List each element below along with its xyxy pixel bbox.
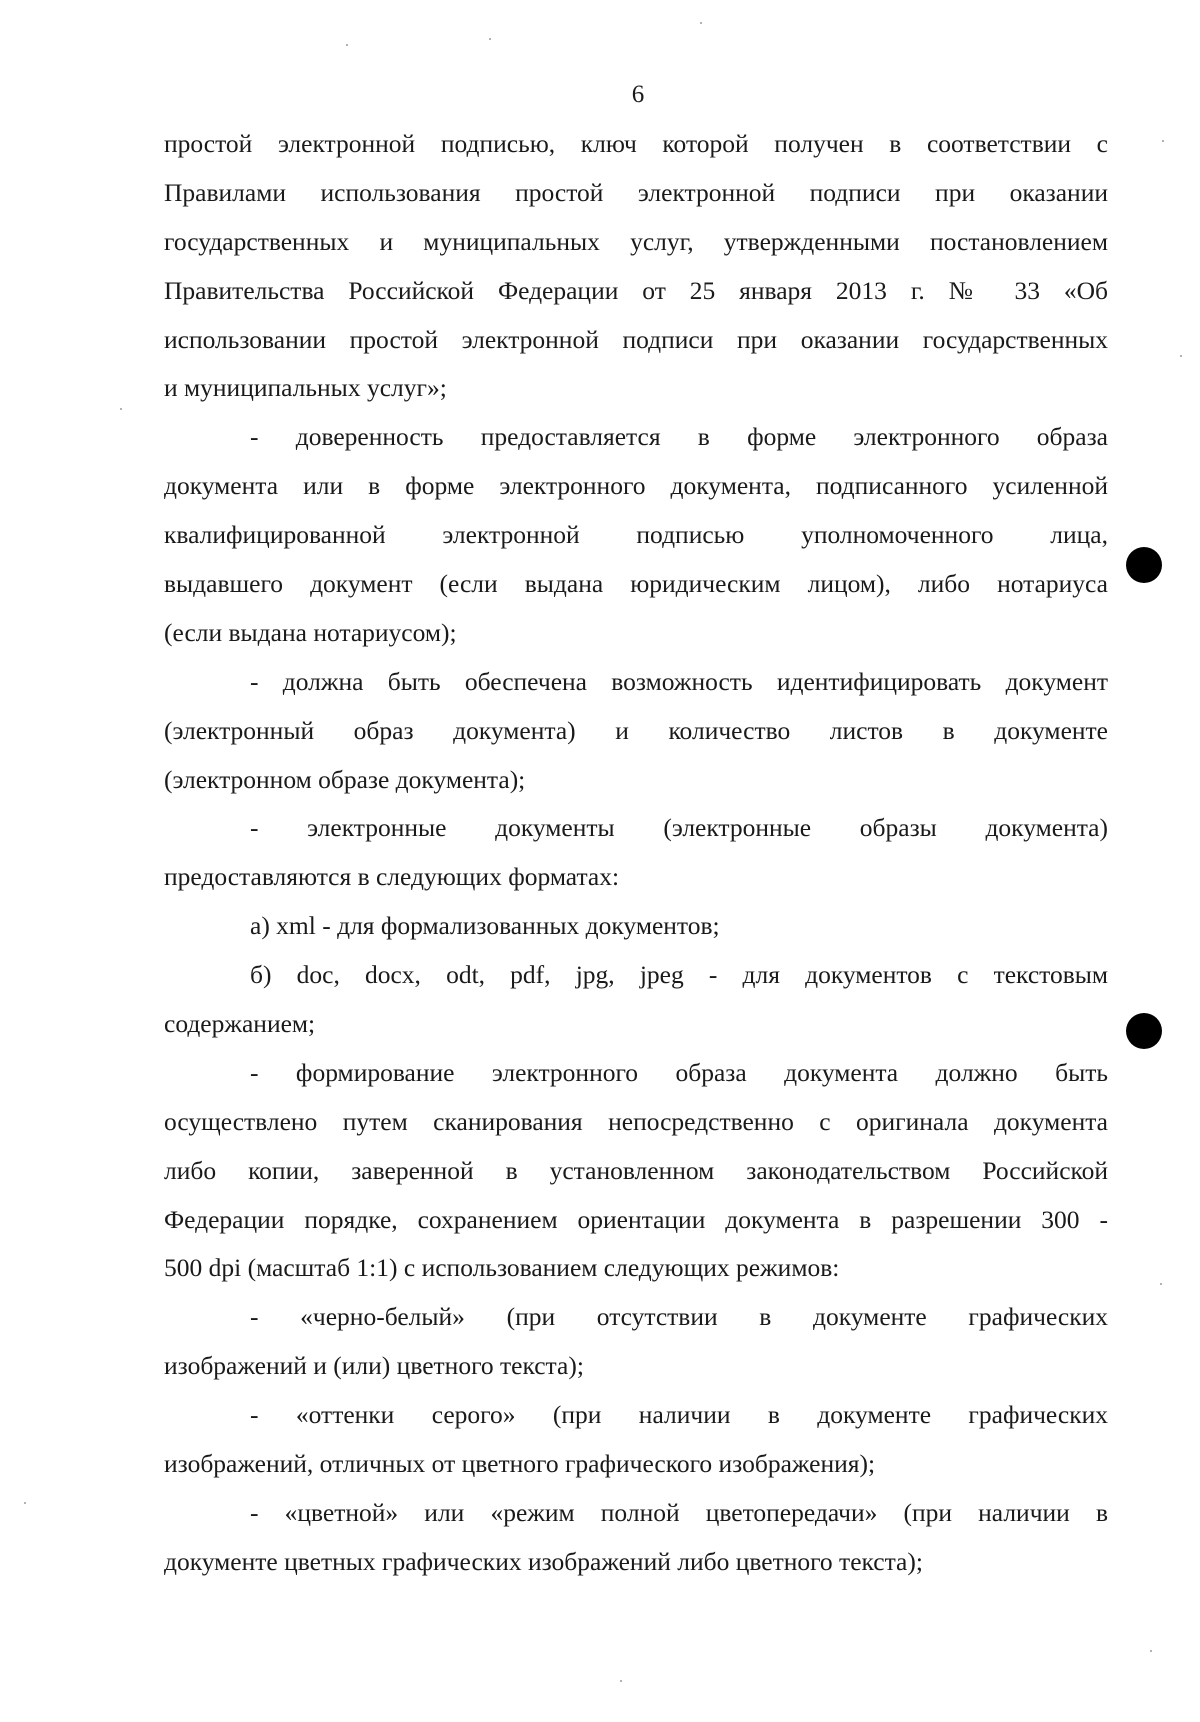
scan-speck xyxy=(1160,1283,1162,1285)
text-line: и муниципальных услуг»; xyxy=(164,373,447,403)
text-line: осуществлено путем сканирования непосредственно с оригинала документа xyxy=(164,1106,1108,1136)
text-line: - «черно-белый» (при отсутствии в документе графических xyxy=(250,1302,1108,1332)
text-line: содержанием; xyxy=(164,1009,316,1039)
text-line: документе цветных графических изображений либо цветного текста); xyxy=(164,1546,923,1576)
text-line: - формирование электронного образа документа должно быть xyxy=(250,1057,1108,1087)
text-line: - доверенность предоставляется в форме электронного образа xyxy=(250,422,1108,452)
text-line: - «цветной» или «режим полной цветопередачи» (при наличии в xyxy=(250,1497,1108,1527)
text-line: изображений, отличных от цветного графического изображения); xyxy=(164,1449,876,1479)
text-line: изображений и (или) цветного текста); xyxy=(164,1351,584,1381)
text-line: (электронном образе документа); xyxy=(164,764,526,794)
text-line: (если выдана нотариусом); xyxy=(164,617,457,647)
page-number: 6 xyxy=(631,81,645,108)
text-line: 500 dpi (масштаб 1:1) с использованием следующих режимов: xyxy=(164,1253,840,1283)
scan-speck xyxy=(1180,355,1182,357)
text-line: а) xml - для формализованных документов; xyxy=(250,911,720,941)
text-line: использовании простой электронной подписи при оказании государственных xyxy=(164,324,1108,354)
text-line: документа или в форме электронного документа, подписанного усиленной xyxy=(164,471,1108,501)
text-line: - «оттенки серого» (при наличии в документе графических xyxy=(250,1400,1108,1430)
scan-speck xyxy=(620,1680,622,1682)
punch-hole-mark xyxy=(1126,1013,1162,1049)
scan-speck xyxy=(1162,140,1164,142)
text-line: предоставляются в следующих форматах: xyxy=(164,862,620,892)
scan-speck xyxy=(700,22,702,24)
scan-speck xyxy=(1150,1650,1152,1652)
scan-speck xyxy=(24,1502,26,1504)
text-line: Правилами использования простой электронной подписи при оказании xyxy=(164,177,1108,207)
scan-speck xyxy=(489,38,491,40)
text-line: (электронный образ документа) и количество листов в документе xyxy=(164,715,1108,745)
text-line: простой электронной подписью, ключ которой получен в соответствии с xyxy=(164,129,1108,158)
punch-hole-mark xyxy=(1126,547,1162,583)
text-line: выдавшего документ (если выдана юридическим лицом), либо нотариуса xyxy=(164,569,1108,599)
scan-speck xyxy=(120,408,122,410)
text-line: государственных и муниципальных услуг, утвержденными постановлением xyxy=(164,226,1108,256)
text-line: квалифицированной электронной подписью уполномоченного лица, xyxy=(164,520,1108,550)
text-line: б) doc, docx, odt, pdf, jpg, jpeg - для документов с текстовым xyxy=(250,960,1108,990)
body-text xyxy=(164,120,1108,1587)
scan-speck xyxy=(346,44,348,46)
text-line: либо копии, заверенной в установленном законодательством Российской xyxy=(164,1155,1108,1185)
text-line: Правительства Российской Федерации от 25 января 2013 г. № 33 «Об xyxy=(164,275,1108,305)
text-line: - электронные документы (электронные образы документа) xyxy=(250,813,1108,843)
text-line: - должна быть обеспечена возможность идентифицировать документ xyxy=(250,666,1108,696)
text-line: Федерации порядке, сохранением ориентации документа в разрешении 300 - xyxy=(164,1204,1108,1234)
